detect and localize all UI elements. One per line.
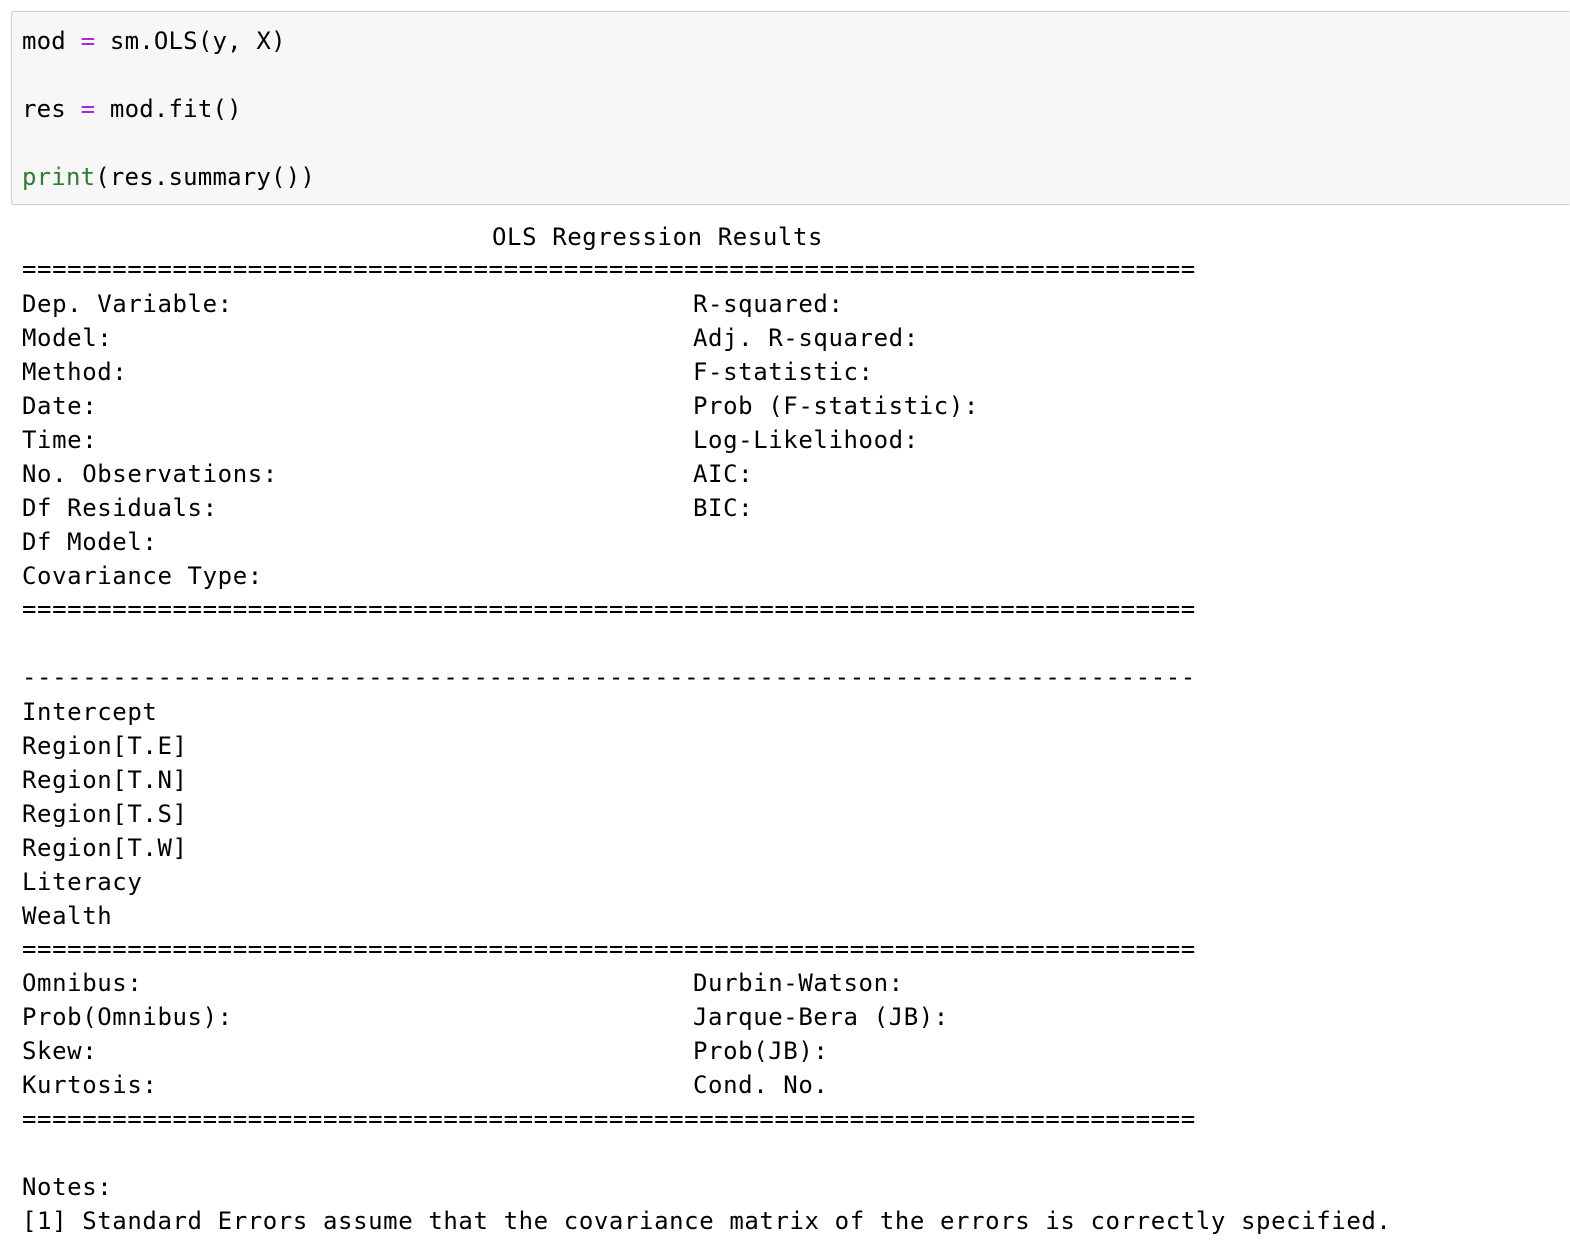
stat-label: F-statistic: (693, 358, 874, 386)
note-1: [1] Standard Errors assume that the covariance matrix of the errors is correctly specified. (22, 1207, 1392, 1235)
info-label: Df Model: (22, 528, 158, 556)
coef-term: Intercept (22, 698, 158, 726)
separator-diag-top: ============================================================================== (22, 938, 1196, 960)
coef-term: Region[T.E] (22, 732, 188, 760)
code-input-cell[interactable] (11, 11, 1570, 205)
stat-label: BIC: (693, 494, 754, 522)
diag-stat-label: Durbin-Watson: (693, 969, 904, 997)
code-line-3: print(res.summary()) (22, 163, 315, 191)
summary-title: OLS Regression Results (492, 223, 824, 251)
diag-label: Omnibus: (22, 969, 143, 997)
info-label: Date: (22, 392, 98, 420)
info-label: Method: (22, 358, 128, 386)
coef-term: Region[T.S] (22, 800, 188, 828)
coef-term: Region[T.N] (22, 766, 188, 794)
notes-title: Notes: (22, 1173, 113, 1201)
diag-stat-label: Prob(JB): (693, 1037, 829, 1065)
separator-bottom: ============================================================================== (22, 1108, 1196, 1130)
diag-label: Kurtosis: (22, 1071, 158, 1099)
info-label: Model: (22, 324, 113, 352)
diag-stat-label: Jarque-Bera (JB): (693, 1003, 949, 1031)
info-label: No. Observations: (22, 460, 278, 488)
coef-header-row (0, 627, 60, 661)
info-label: Covariance Type: (22, 562, 263, 590)
separator-coef-dash: ------------------------------------------------------------------------------ (22, 666, 1196, 688)
diag-stat-label: Cond. No. (693, 1071, 829, 1099)
stat-label: R-squared: (693, 290, 844, 318)
code-line-1: mod = sm.OLS(y, X) (22, 27, 286, 55)
stat-label: Prob (F-statistic): (693, 392, 979, 420)
coef-term: Wealth (22, 902, 113, 930)
diag-label: Skew: (22, 1037, 98, 1065)
info-label: Time: (22, 426, 98, 454)
stat-label: Adj. R-squared: (693, 324, 919, 352)
separator-coef-top: ============================================================================== (22, 598, 1196, 620)
stat-label: AIC: (693, 460, 754, 488)
code-line-2: res = mod.fit() (22, 95, 242, 123)
separator-top: ============================================================================== (22, 258, 1196, 280)
coef-term: Literacy (22, 868, 143, 896)
info-label: Df Residuals: (22, 494, 218, 522)
info-label: Dep. Variable: (22, 290, 233, 318)
stat-label: Log-Likelihood: (693, 426, 919, 454)
diag-label: Prob(Omnibus): (22, 1003, 233, 1031)
coef-term: Region[T.W] (22, 834, 188, 862)
